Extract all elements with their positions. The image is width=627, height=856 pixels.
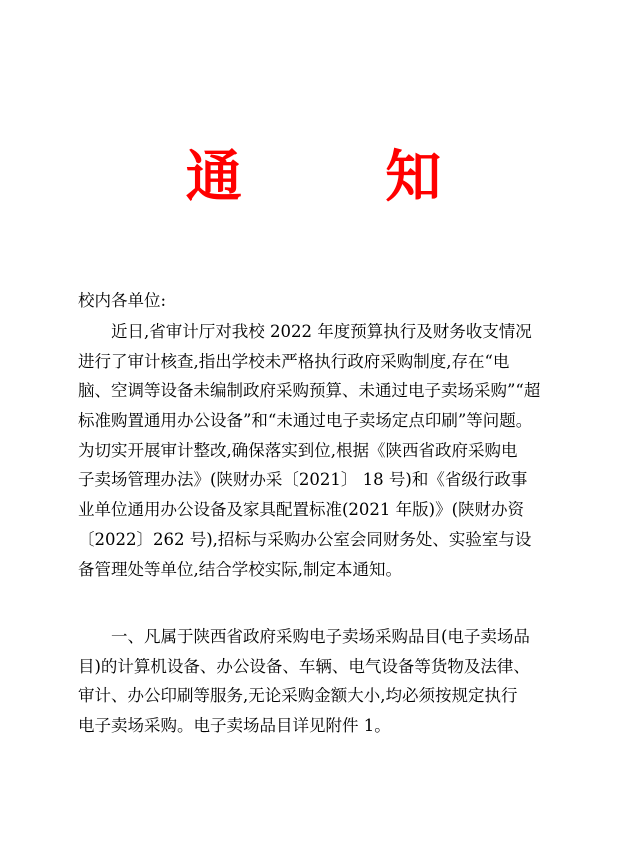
paragraph-line: 电子卖场采购。电子卖场品目详见附件 1。 <box>78 716 391 736</box>
paragraph-line: 备管理处等单位,结合学校实际,制定本通知。 <box>78 559 402 579</box>
notice-title: 通 知 <box>185 145 504 210</box>
paragraph-line: 脑、空调等设备未编制政府采购预算、未通过电子卖场采购”“超 <box>78 381 541 401</box>
paragraph-2 <box>78 622 556 741</box>
paragraph-1 <box>78 317 556 584</box>
paragraph-line: 标准购置通用办公设备”和“未通过电子卖场定点印刷”等问题。 <box>78 411 533 431</box>
paragraph-line: 进行了审计核查,指出学校未严格执行政府采购制度,存在“电 <box>78 351 510 371</box>
paragraph-line: 子卖场管理办法》(陕财办采〔2021〕 18 号)和《省级行政事 <box>78 470 528 490</box>
paragraph-line: 近日,省审计厅对我校 2022 年度预算执行及财务收支情况 <box>111 322 532 341</box>
paragraph-line: 审计、办公印刷等服务,无论采购金额大小,均必须按规定执行 <box>78 686 518 706</box>
salutation: 校内各单位: <box>78 291 167 310</box>
paragraph-line: 目)的计算机设备、办公设备、车辆、电气设备等货物及法律、 <box>78 656 530 676</box>
paragraph-line: 为切实开展审计整改,确保落实到位,根据《陕西省政府采购电 <box>78 440 518 460</box>
paragraph-line: 一、凡属于陕西省政府采购电子卖场采购品目(电子卖场品 <box>111 627 530 646</box>
paragraph-line: 业单位通用办公设备及家具配置标准(2021 年版)》(陕财办资 <box>78 500 525 520</box>
paragraph-line: 〔2022〕262 号),招标与采购办公室会同财务处、实验室与设 <box>78 529 532 549</box>
